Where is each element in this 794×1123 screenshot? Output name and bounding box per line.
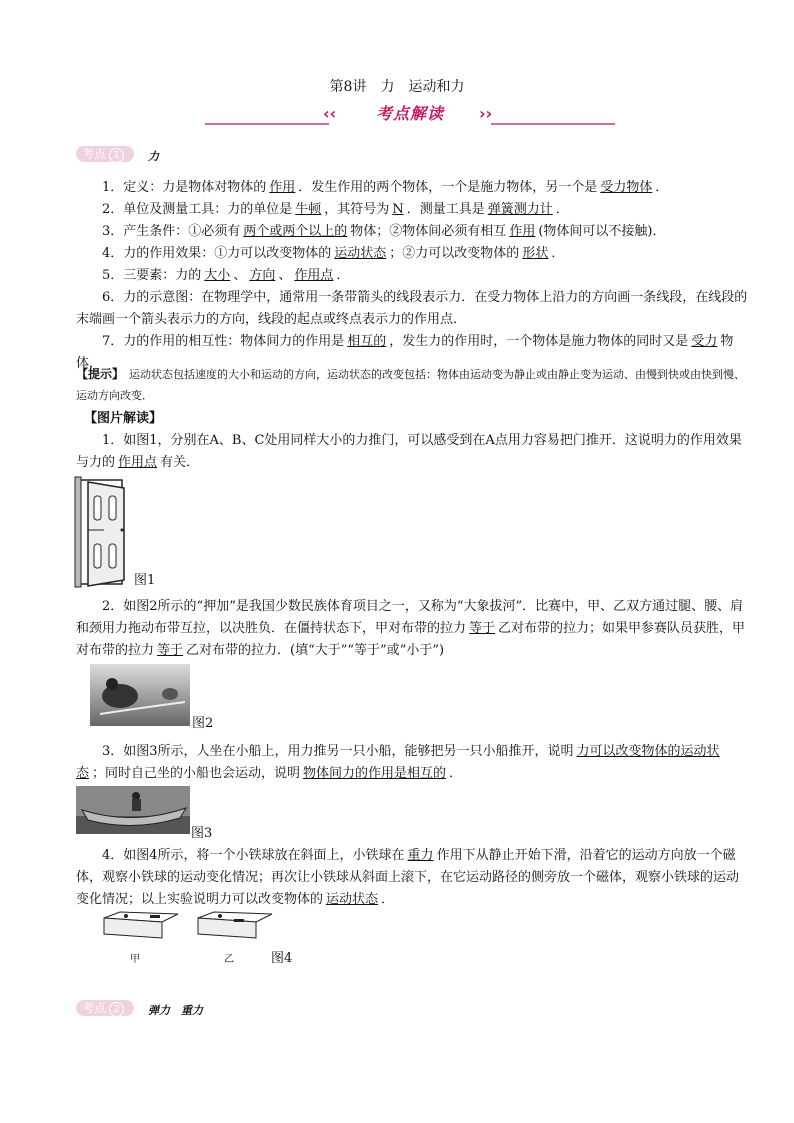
answer-blank: 形状 <box>522 246 549 261</box>
item-4: 4．力的作用效果：①力可以改变物体的 运动状态 ；②力可以改变物体的 形状 ． <box>102 246 565 261</box>
ramp-figure-b <box>194 908 274 942</box>
item-5: 5．三要素：力的 大小 、 方向 、 作用点 ． <box>102 268 350 283</box>
pic-item-4: 4．如图4所示，将一个小铁球放在斜面上，小铁球在 重力 作用下从静止开始下滑，沿着它的运动方向放一个磁体，观察小铁球的运动变化情况；再次让小铁球从斜面上滚下，在它运动路径的侧旁放一个磁体，观察小铁球的运动变化情况；以上实验说明力可以改变物体的 运动状态 ． <box>76 848 740 907</box>
item-7: 7．力的作用的相互性：物体间力的作用是 相互的 ，发生力的作用时，一个物体是施力物体的同时又是 受力 物体． <box>76 334 734 371</box>
figure-caption-4: 图4 <box>271 951 293 966</box>
picture-heading: 【图片解读】 <box>84 411 163 426</box>
pic-item-2: 2．如图2所示的“押加”是我国少数民族体育项目之一，又称为“大象拔河”．比赛中，甲、乙双方通过腿、腰、肩和颈用力拖动布带互拉，以决胜负．在僵持状态下，甲对布带的拉力 等于 乙对布带的拉力；如果甲参赛队员获胜，甲对布带的拉力 等于 乙对布带的拉力．(填“大于”“等于”或“小于”) <box>76 599 746 658</box>
figure-caption-3: 图3 <box>191 826 213 841</box>
answer-blank: 运动状态 <box>334 246 387 261</box>
answer-blank: 弹簧测力计 <box>487 202 553 217</box>
answer-blank: 等于 <box>157 643 184 658</box>
answer-blank: 运动状态 <box>326 892 379 907</box>
section-number: 1 <box>109 148 124 163</box>
boat-photo <box>76 786 190 834</box>
subfigure-label-a: 甲 <box>130 954 140 965</box>
section-banner <box>205 102 615 128</box>
banner-title: 考点解读 <box>375 104 444 123</box>
figure-caption-1: 图1 <box>134 573 156 588</box>
tip-box <box>76 364 748 406</box>
section-number: 2 <box>109 1002 124 1017</box>
answer-blank: 牛顿 <box>295 202 322 217</box>
kaodian-tag: 考点 1 <box>76 146 134 162</box>
tip-label: 【提示】 <box>76 367 119 381</box>
section-heading-1 <box>76 146 376 162</box>
subfigure-label-b: 乙 <box>224 954 234 965</box>
answer-blank: 作用 <box>269 180 296 195</box>
chevron-left-icon: ‹‹ <box>323 104 337 123</box>
item-6: 6．力的示意图：在物理学中，通常用一条带箭头的线段表示力．在受力物体上沿力的方向画一条线段，在线段的末端画一个箭头表示力的方向，线段的起点或终点表示力的作用点． <box>76 290 748 327</box>
answer-blank: 受力 <box>691 334 718 349</box>
page-title: 第8讲 力 运动和力 <box>329 79 465 95</box>
kaodian-tag: 考点 2 <box>76 1000 134 1016</box>
ramp-figure-a <box>100 908 180 942</box>
answer-blank: 作用点 <box>294 268 334 283</box>
answer-blank: 力可以改变物体的运动状态 <box>76 744 720 781</box>
answer-blank: 作用 <box>509 224 536 239</box>
yajia-photo <box>90 664 190 726</box>
item-1: 1．定义：力是物体对物体的 作用 ．发生作用的两个物体，一个是施力物体，另一个是 受力物体 ． <box>102 180 669 195</box>
item-2: 2．单位及测量工具：力的单位是 牛顿 ，其符号为 N ．测量工具是 弹簧测力计 ． <box>102 202 569 217</box>
answer-blank: N <box>392 202 404 217</box>
answer-blank: 两个或两个以上的 <box>243 224 348 239</box>
answer-blank: 重力 <box>407 848 434 863</box>
pic-item-3: 3．如图3所示，人坐在小船上，用力推另一只小船，能够把另一只小船推开，说明 力可以改变物体的运动状态 ；同时自己坐的小船也会运动，说明 物体间力的作用是相互的 ． <box>76 744 720 781</box>
tip-text: 运动状态包括速度的大小和运动的方向，运动状态的改变包括：物体由运动变为静止或由静止变为运动、由慢到快或由快到慢、运动方向改变． <box>76 368 746 402</box>
section-label: 力 <box>148 150 159 163</box>
figure-caption-2: 图2 <box>192 716 214 731</box>
answer-blank: 受力物体 <box>600 180 653 195</box>
chevron-right-icon: ›› <box>479 104 493 123</box>
answer-blank: 等于 <box>469 621 496 636</box>
banner-line-left <box>205 123 329 125</box>
item-3: 3．产生条件：①必须有 两个或两个以上的 物体；②物体间必须有相互 作用 (物体间可以不接触)． <box>102 224 666 239</box>
banner-line-right <box>491 123 615 125</box>
answer-blank: 物体间力的作用是相互的 <box>303 766 447 781</box>
section-label: 弹力 重力 <box>148 1004 203 1017</box>
answer-blank: 大小 <box>204 268 231 283</box>
pic-item-1: 1．如图1，分别在A、B、C处用同样大小的力推门，可以感受到在A点用力容易把门推开．这说明力的作用效果与力的 作用点 有关． <box>76 433 742 470</box>
answer-blank: 相互的 <box>347 334 387 349</box>
answer-blank: 方向 <box>249 268 276 283</box>
door-figure <box>74 476 138 590</box>
answer-blank: 作用点 <box>118 455 158 470</box>
section-heading-2 <box>76 1000 376 1016</box>
